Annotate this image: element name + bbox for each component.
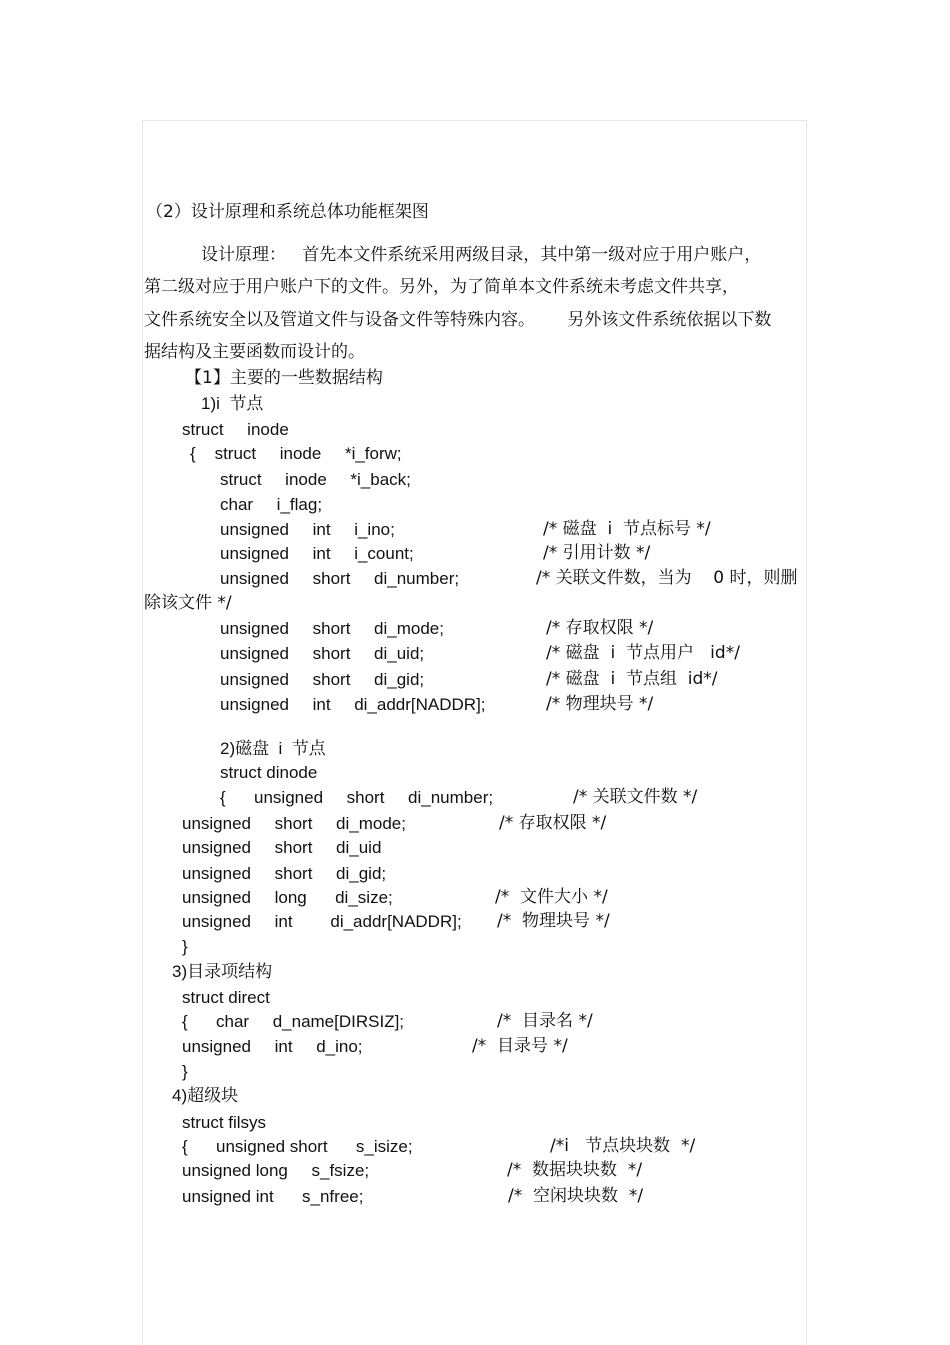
code-line: char i_flag;: [220, 495, 323, 514]
code-line: unsigned short di_uid: [182, 838, 382, 857]
code-line: unsigned long s_fsize;: [182, 1161, 370, 1180]
code-comment-wrap: 除该文件 */: [144, 593, 232, 613]
subheading-direct: 3)目录项结构: [172, 962, 273, 981]
code-line: unsigned int i_ino;: [220, 520, 395, 539]
paragraph-line-4: 据结构及主要函数而设计的。: [144, 342, 365, 362]
code-line: struct inode *i_back;: [220, 470, 411, 489]
paragraph-line-1: 设计原理： 首先本文件系统采用两级目录，其中第一级对应于用户账户，: [201, 245, 762, 265]
code-line: unsigned short di_mode;: [220, 619, 444, 638]
code-line: unsigned short di_uid;: [220, 644, 425, 663]
paragraph-line-2: 第二级对应于用户账户下的文件。另外，为了简单本文件系统未考虑文件共享，: [144, 277, 739, 297]
code-line: { struct inode *i_forw;: [190, 444, 402, 463]
code-comment: /* 目录名 */: [497, 1011, 593, 1031]
code-comment: /* 磁盘 i 节点标号 */: [543, 519, 711, 539]
code-comment: /* 引用计数 */: [543, 543, 651, 563]
code-line: unsigned int d_ino;: [182, 1037, 363, 1056]
code-line: unsigned short di_gid;: [220, 670, 425, 689]
subheading-inode: 1)i 节点: [201, 394, 264, 413]
code-line: unsigned short di_number;: [220, 569, 460, 588]
code-comment: /* 存取权限 */: [546, 618, 654, 638]
heading-data-structures: 【1】主要的一些数据结构: [185, 368, 383, 388]
code-line: unsigned int di_addr[NADDR];: [182, 912, 462, 931]
code-line: unsigned short di_mode;: [182, 814, 406, 833]
code-line: unsigned short di_gid;: [182, 864, 387, 883]
code-line: { unsigned short di_number;: [220, 788, 494, 807]
code-comment: /* 磁盘 i 节点组 id*/: [546, 669, 718, 689]
code-line: struct direct: [182, 988, 270, 1007]
code-line: }: [182, 937, 188, 956]
code-comment: /* 物理块号 */: [497, 911, 610, 931]
code-line: struct dinode: [220, 763, 318, 782]
code-comment: /* 存取权限 */: [499, 813, 607, 833]
code-comment: /*i 节点块块数 */: [550, 1136, 696, 1156]
paragraph-line-3: 文件系统安全以及管道文件与设备文件等特殊内容。 另外该文件系统依据以下数: [144, 310, 772, 330]
code-line: unsigned int i_count;: [220, 544, 414, 563]
code-line: { unsigned short s_isize;: [182, 1137, 413, 1156]
code-comment: /* 关联文件数，当为 0 时，则删: [536, 568, 798, 588]
code-comment: /* 物理块号 */: [546, 694, 654, 714]
section-title: （2）设计原理和系统总体功能框架图: [146, 202, 429, 222]
code-line: unsigned long di_size;: [182, 888, 393, 907]
code-comment: /* 关联文件数 */: [573, 787, 698, 807]
code-comment: /* 文件大小 */: [495, 887, 608, 907]
code-comment: /* 空闲块块数 */: [508, 1186, 644, 1206]
code-line: unsigned int di_addr[NADDR];: [220, 695, 486, 714]
subheading-dinode: 2)磁盘 i 节点: [220, 739, 326, 758]
code-comment: /* 目录号 */: [472, 1036, 568, 1056]
code-comment: /* 磁盘 i 节点用户 id*/: [546, 643, 740, 663]
code-line: unsigned int s_nfree;: [182, 1187, 364, 1206]
code-comment: /* 数据块块数 */: [507, 1160, 643, 1180]
code-line: }: [182, 1062, 188, 1081]
code-line: { char d_name[DIRSIZ];: [182, 1012, 405, 1031]
subheading-filsys: 4)超级块: [172, 1086, 239, 1105]
code-line: struct inode: [182, 420, 289, 439]
code-line: struct filsys: [182, 1113, 267, 1132]
